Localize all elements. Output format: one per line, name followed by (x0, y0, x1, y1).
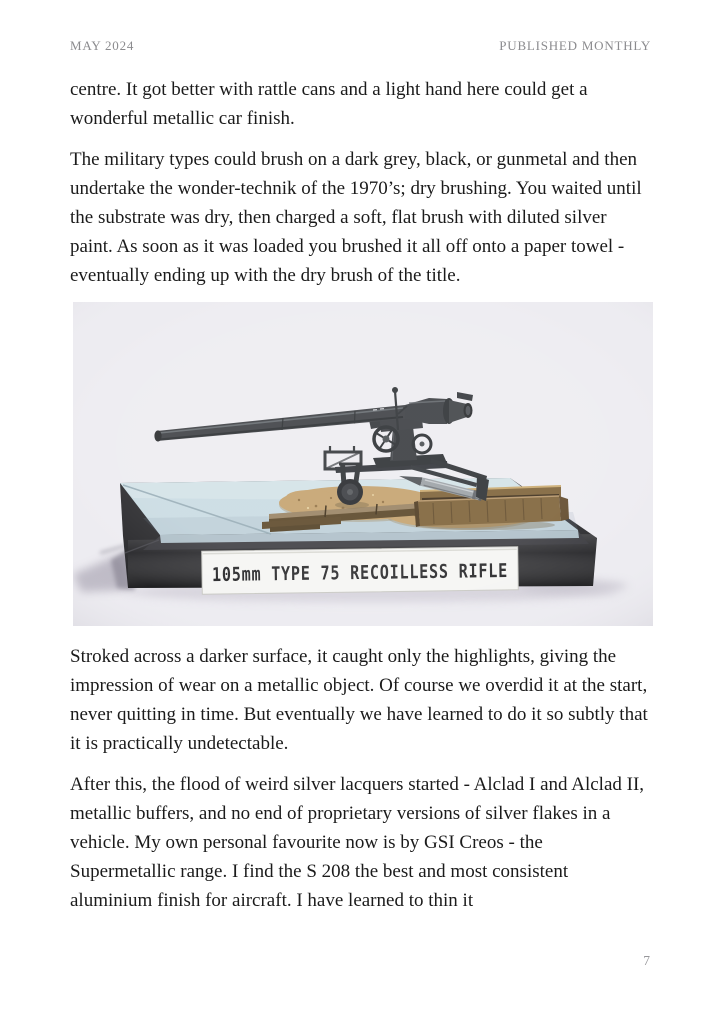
page-number: 7 (643, 953, 650, 968)
body-paragraph: After this, the flood of weird silver lacquers started - Alclad I and Alclad II, metallic buffers, and no end of proprietary versions of silver flakes in a vehicle. My own personal favourite now is by GSI Creos - the Supermetallic range. I find the S 208 the best and most consistent aluminium finish for aircraft. I have learned to thin it (70, 774, 645, 911)
issue-date: MAY 2024 (70, 38, 135, 53)
body-paragraph: Stroked across a darker surface, it caught only the highlights, giving the impression of wear on a metallic object. Of course we overdid it at the start, never quitting in time. But eventually we have learned to do it so subtly that it is practically undetectable. (70, 646, 648, 754)
model-photo-illustration (73, 302, 653, 626)
body-paragraph: centre. It got better with rattle cans and a light hand here could get a wonderful metallic car finish. (70, 79, 588, 129)
article-body (70, 75, 652, 915)
photo-vignette (73, 302, 653, 626)
publication-frequency: PUBLISHED MONTHLY (499, 38, 651, 53)
running-head (70, 38, 651, 53)
model-photo-figure (73, 302, 653, 626)
body-paragraph: The military types could brush on a dark grey, black, or gunmetal and then undertake the wonder-technik of the 1970’s; dry brushing. You waited until the substrate was dry, then charged a soft, flat brush with diluted silver paint. As soon as it was loaded you brushed it all off onto a paper towel - eventually ending up with the dry brush of the title. (70, 149, 642, 286)
